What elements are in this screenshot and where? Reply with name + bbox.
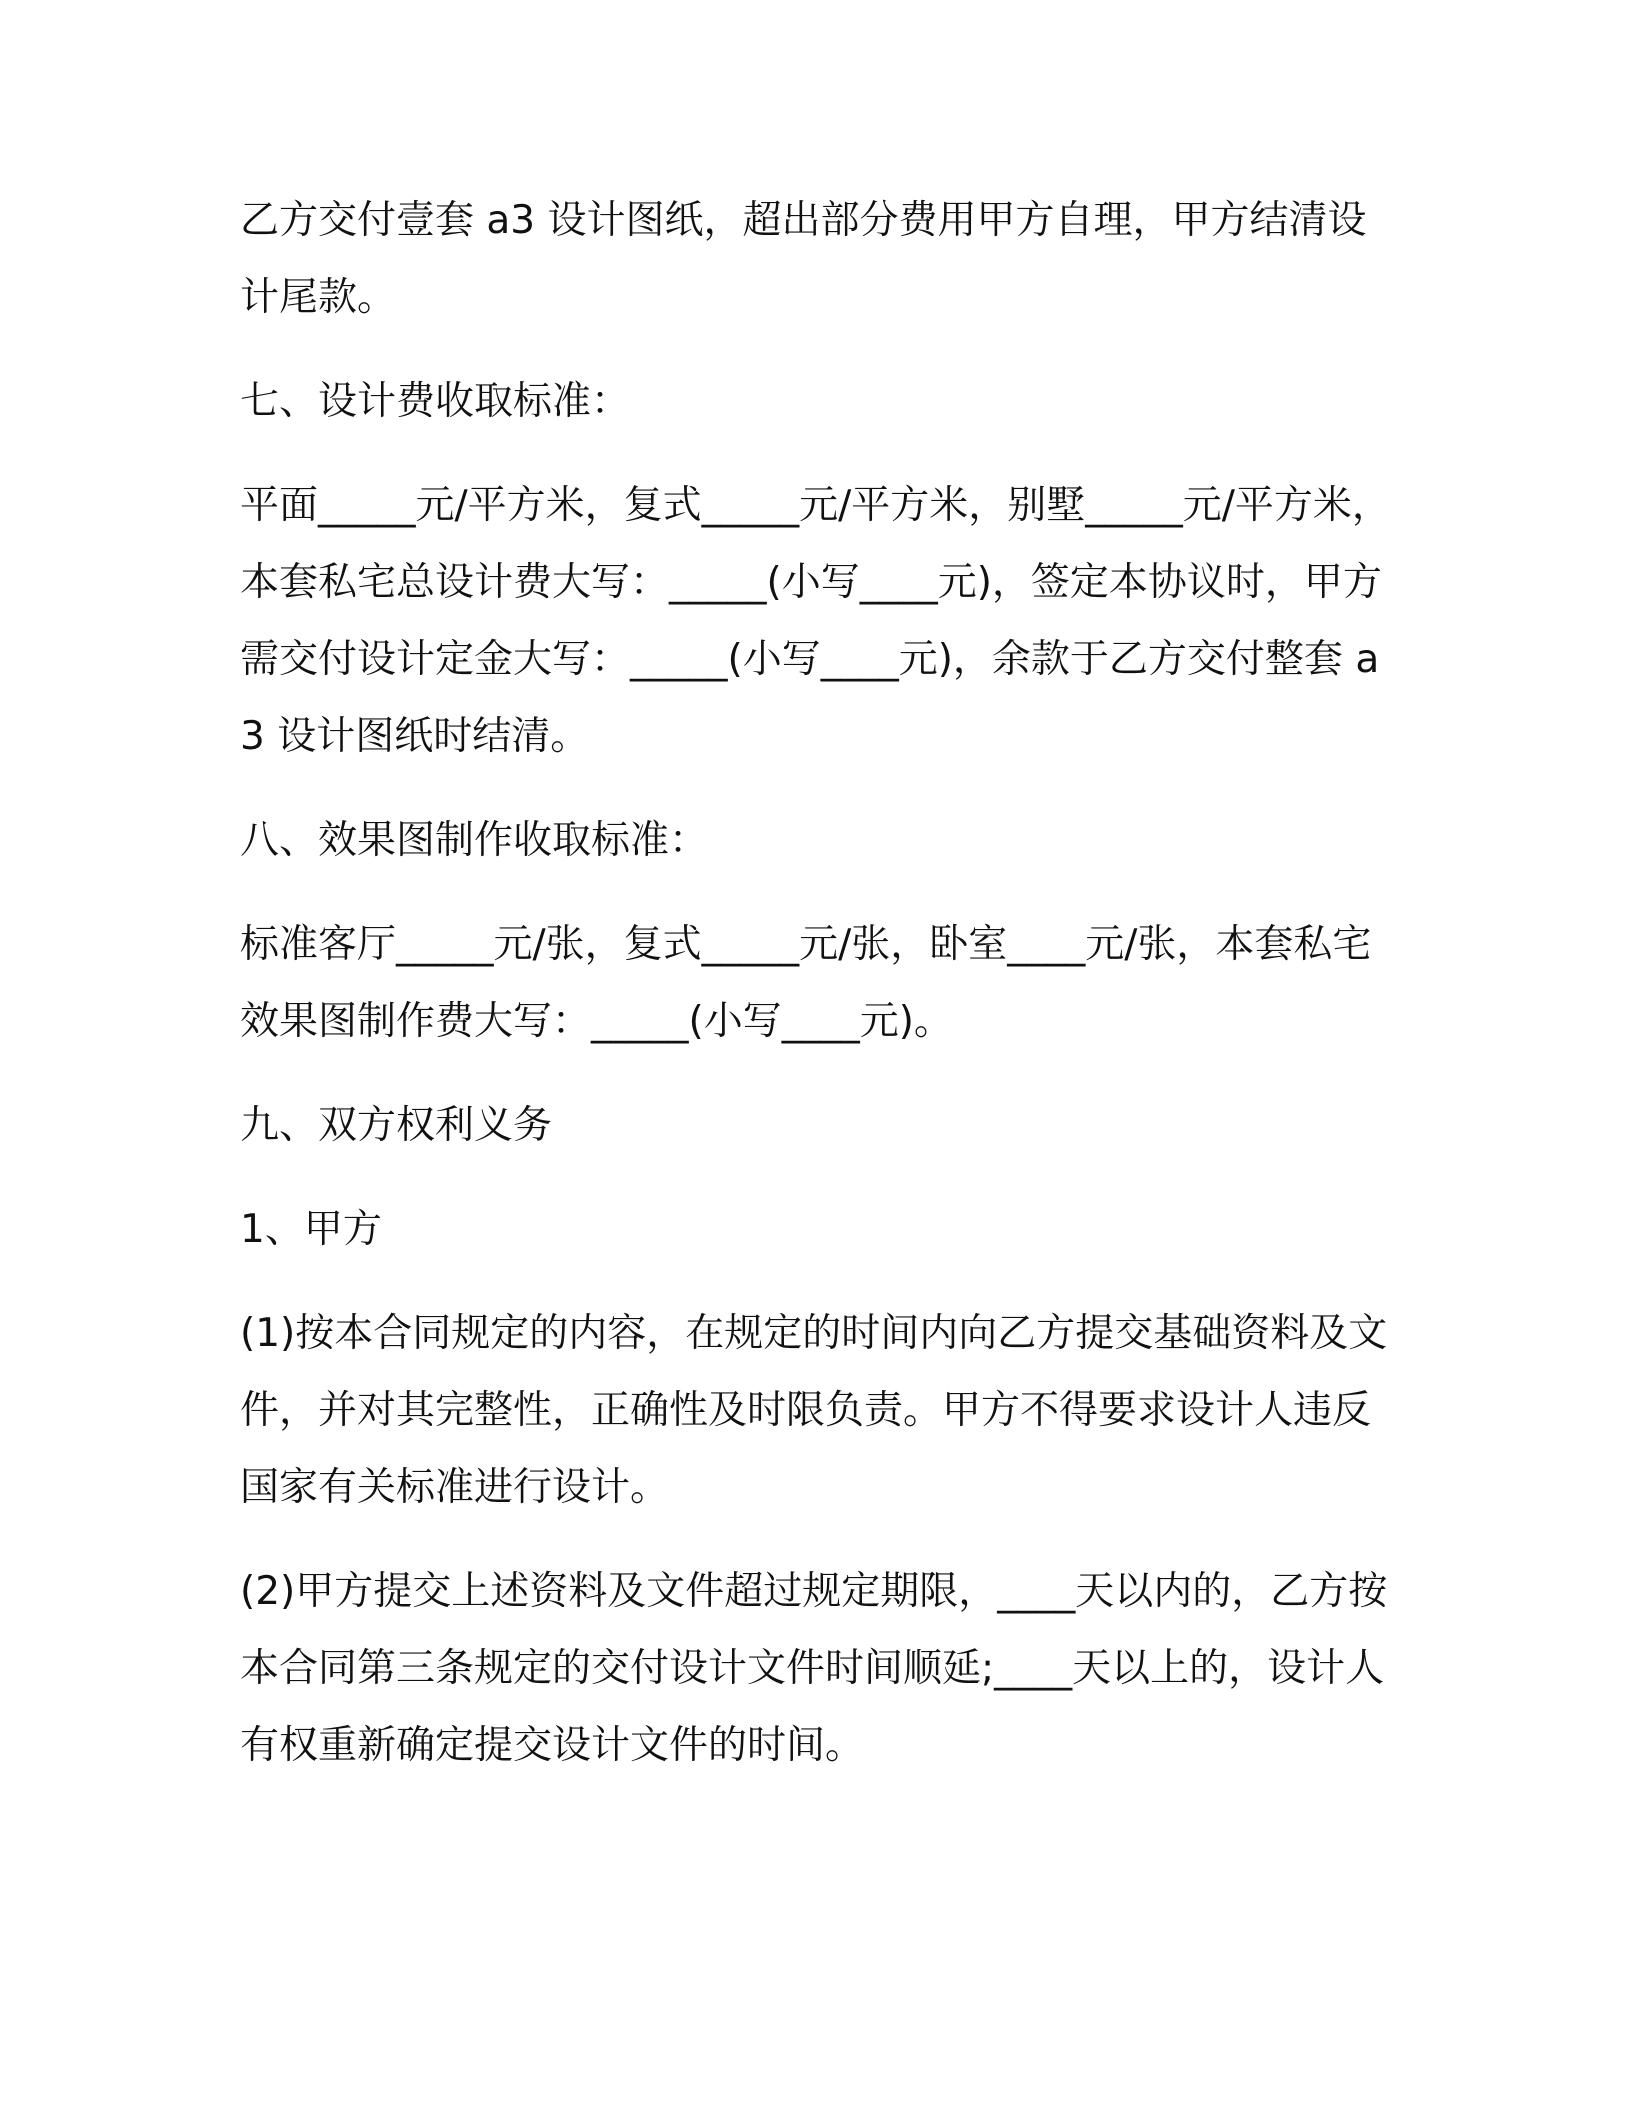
paragraph-rendering-fee-standard: 标准客厅_____元/张，复式_____元/张，卧室____元/张，本套私宅效果图制作费大写：_____(小写____元)。 — [240, 922, 1372, 1044]
section-heading-rendering-fee: 八、效果图制作收取标准： — [240, 818, 709, 863]
paragraph-design-fee-standard: 平面_____元/平方米，复式_____元/平方米，别墅_____元/平方米，本套私宅总设计费大写：_____(小写____元)，签定本协议时，甲方需交付设计定金大写：_____(小写____元)，余款于乙方交付整套 a3 设计图纸时结清。 — [240, 483, 1391, 759]
paragraph-party-a-item-2: (2)甲方提交上述资料及文件超过规定期限，____天以内的，乙方按本合同第三条规定的交付设计文件时间顺延;____天以上的，设计人有权重新确定提交设计文件的时间。 — [240, 1569, 1388, 1768]
subsection-heading-party-a: 1、甲方 — [240, 1207, 382, 1252]
section-heading-rights-obligations: 九、双方权利义务 — [240, 1103, 553, 1148]
section-heading-design-fee: 七、设计费收取标准： — [240, 379, 631, 424]
document-body — [240, 182, 1404, 1811]
paragraph-delivery-drawings: 乙方交付壹套 a3 设计图纸，超出部分费用甲方自理，甲方结清设计尾款。 — [240, 198, 1367, 320]
paragraph-party-a-item-1: (1)按本合同规定的内容，在规定的时间内向乙方提交基础资料及文件，并对其完整性，正确性及时限负责。甲方不得要求设计人违反国家有关标准进行设计。 — [240, 1311, 1388, 1510]
